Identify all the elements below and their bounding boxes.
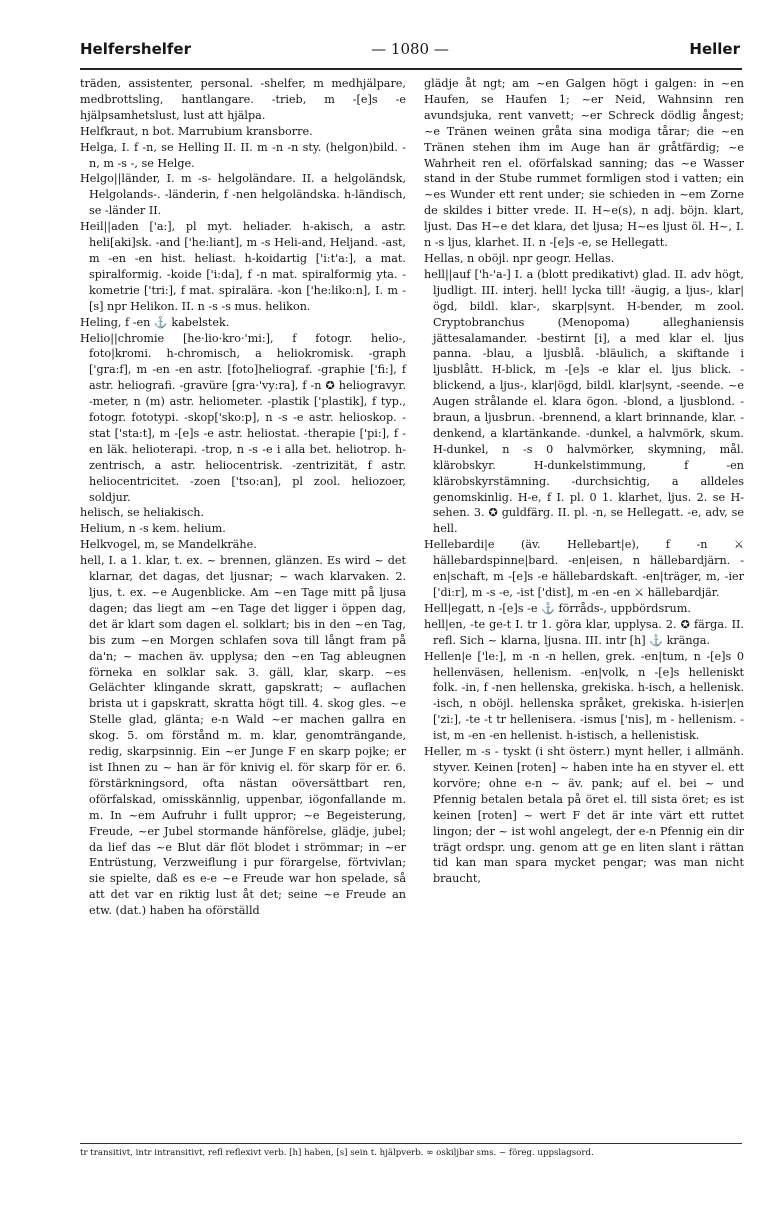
dictionary-entry: träden, assistenter, personal. -shelfer, m medhjälpare, medbrottsling, hantlangare. -trieb, m -[e]s -e hjälpsamhetslust, lust att hjälpa. — [80, 77, 406, 122]
left-column — [80, 76, 406, 919]
dictionary-entry: Hell|egatt, n -[e]s -e ⚓ förråds-, uppbördsrum. — [424, 601, 691, 615]
dictionary-entry: Hellebardi|e (äv. Hellebart|e), f -n ⚔ hällebardspinne|bard. -en|eisen, n hällebardjärn. -en|schaft, m -[e]s -e hällebardskaft. -en|träger, m, -ier ['di:r], m -s -e, -ist ['dist], m -en -en ⚔ hällebardjär. — [424, 538, 744, 599]
dictionary-entry: Hellas, n oböjl. npr geogr. Hellas. — [424, 251, 615, 265]
right-column — [424, 76, 744, 887]
right-guide-word: Heller — [689, 40, 740, 58]
left-guide-word: Helfershelfer — [80, 40, 191, 58]
dictionary-entry: glädje åt ngt; am ~en Galgen högt i galgen: in ~en Haufen, se Haufen 1; ~er Neid, Wahnsinn ren avundsjuka, rent vanvett; ~er Schreck dödlig ångest; ~e Tränen weinen gråta sina modiga tårar; die ~en Tränen stehen ihm im Auge han är gråtfärdig; ~e Wahrheit ren el. oförfalskad sanning; das ~e Wasser stand in der Stube rummet formligen stod i vatten; ein ~es Wunder ett rent under; sie schieden in ~em Zorne de skildes i bitter vrede. II. H~e(s), n adj. böjn. klart, ljust. Das H~e det klara, det ljusa; H~es ljust öl. H~, I. n -s ljus, klarhet. II. n -[e]s -e, se Hellegatt. — [424, 77, 744, 250]
dictionary-entry: Heller, m -s - tyskt (i sht österr.) mynt heller, i allmänh. styver. Keinen [roten] ~ haben inte ha en styver el. ett korvöre; ohne e-n ~ äv. pank; auf el. bei ~ und Pfennig betalen betala på öret el. till sista öret; es ist keinen [roten] ~ wert F det är inte värt ett ruttet lingon; der ~ ist wohl angelegt, der e-n Pfennig ein dir trägt ordspr. ung. genom att ge en liten slant i rättan tid kan man spara mycket pengar; was man nicht braucht, — [424, 745, 744, 886]
abbreviation-legend: tr transitivt, intr intransitivt, refl reflexivt verb. [h] haben, [s] sein t. hjälpverb. ∞ oskiljbar sms. ~ föreg. uppslagsord. — [80, 1148, 594, 1158]
dictionary-entry: Helfkraut, n bot. Marrubium kransborre. — [80, 124, 313, 138]
footer-rule — [80, 1143, 742, 1144]
dictionary-entry: hell, I. a 1. klar, t. ex. ~ brennen, glänzen. Es wird ~ det klarnar, det dagas, det ljusnar; ~ wach klarvaken. 2. ljus, t. ex. ~e Augenblicke. Am ~en Tage mitt på ljusa dagen; das liegt am ~en Tage det ligger i öppen dag, det är klart som dagen el. solklart; bis in den ~en Tag, bis zum ~en Morgen schlafen sova till långt fram på da'n; ~ machen äv. upplysa; den ~en Tag ableugnen förneka en solklar sak. 3. gäll, klar, skarp. ~es Gelächter klingande skratt, gapskratt; ~ auflachen brista ut i gapskratt, skratta högt till. 4. skog gles. ~e Stelle glad, glänta; e-n Wald ~er machen gallra en skog. 5. om förstånd m. m. klar, genomträngande, redig, skarpsinnig. Ein ~er Junge F en skarp pojke; er ist Ihnen zu ~ han är för knivig el. för skarp för er. 6. förstärkningsord, ofta nästan oöversättbart ren, oförfalskad, omisskännlig, uppenbar, iögonfallande m. m. In ~em Aufruhr i fullt uppror; ~e Begeisterung, Freude, ~er Jubel stormande hänförelse, glädje, jubel; da lief das ~e Blut där flöt blodet i strömmar; in ~er Entrüstung, Verzweiflung i pur förargelse, förtvivlan; sie spielte, daß es e-e ~e Freude war hon spelade, så att det var en riktig lust åt det; seine ~e Freude an etw. (dat.) haben ha oförställd — [80, 554, 406, 918]
dictionary-entry: Helga, I. f -n, se Helling II. II. m -n -n sty. (helgon)bild. -n, m -s -, se Helge. — [80, 140, 406, 170]
dictionary-entry: hell|en, -te ge-t I. tr 1. göra klar, upplysa. 2. ✪ färga. II. refl. Sich ~ klarna, ljusna. III. intr [h] ⚓ kränga. — [424, 617, 744, 647]
header-rule — [80, 68, 742, 70]
dictionary-entry: Helium, n -s kem. helium. — [80, 522, 226, 536]
dictionary-entry: Helkvogel, m, se Mandelkrähe. — [80, 538, 257, 552]
dictionary-entry: hell||auf ['h-'a-] I. a (blott predikativt) glad. II. adv högt, ljudligt. III. interj. hell! lycka till! -äugig, a ljus-, klar|ögd, bildl. klar-, skarp|synt. H-bender, m zool. Cryptobranchus (Menopoma) alleghaniensis jättesalamander. -bestirnt [i], a med klar el. ljus panna. -blau, a ljusblå. -bläulich, a skiftande i ljusblått. H-blick, m -[e]s -e klar el. ljus blick. -blickend, a ljus-, klar|ögd, bildl. klar|synt, -seende. ~e Augen strålande el. klara ögon. -blond, a ljusblond. -braun, a ljusbrun. -brennend, a klart brinnande, klar. -denkend, a klartänkande. -dunkel, a halvmörk, skum. H-dunkel, n -s 0 halvmörker, skymning, mål. klärobskyr. H-dunkelstimmung, f -en klärobskyrstämning. -durchsichtig, a alldeles genomskinlig. H-e, f I. pl. 0 1. klarhet, ljus. 2. se H-sehen. 3. ✪ guldfärg. II. pl. -n, se Hellegatt. -e, adv, se hell. — [424, 267, 744, 536]
dictionary-entry: Heil||aden ['a:], pl myt. heliader. h-akisch, a astr. heli[aki]sk. -and ['he:liant], m -s Heli-and, Heljand. -ast, m -en -en hist. heliast. h-koidartig ['i:t'a:], a mat. spiralformig. -koide ['i:da], f -n mat. spiralformig yta. -kometrie ['tri:], f mat. spiralära. -kon ['he:liko:n], I. m -[s] npr Helikon. II. n -s -s mus. helikon. — [80, 220, 406, 313]
dictionary-entry: Heling, f -en ⚓ kabelstek. — [80, 315, 230, 329]
page-header — [80, 40, 740, 66]
page-number: — 1080 — — [371, 40, 449, 58]
dictionary-entry: helisch, se heliakisch. — [80, 506, 205, 520]
dictionary-entry: Helio||chromie [he·lio·kro·'mi:], f fotogr. helio-, foto|kromi. h-chromisch, a heliokromisk. -graph ['gra:f], m -en -en astr. [foto]heliograf. -graphie ['fi:], f astr. heliografi. -gravüre [gra·'vy:ra], f -n ✪ heliogravyr. -meter, n (m) astr. heliometer. -plastik ['plastik], f typ., fotogr. fototypi. -skop['sko:p], n -s -e astr. helioskop. -stat ['sta:t], m -[e]s -e astr. heliostat. -therapie ['pi:], f -en läk. helioterapi. -trop, n -s -e i alla bet. heliotrop. h-zentrisch, a astr. heliocentrisk. -zentrizität, f astr. heliocentricitet. -zoen ['tso:an], pl zool. heliozoer, soldjur. — [80, 331, 406, 504]
dictionary-entry: Hellen|e ['le:], m -n -n hellen, grek. -en|tum, n -[e]s 0 hellenväsen, hellenism. -en|volk, n -[e]s helleniskt folk. -in, f -nen hellenska, grekiska. h-isch, a hellenisk. -isch, n oböjl. hellenska språket, grekiska. h-isier|en ['zi:], -te -t tr hellenisera. -ismus ['nis], m - hellenism. -ist, m -en -en hellenist. h-istisch, a hellenistisk. — [424, 649, 744, 743]
dictionary-entry: Helgo||länder, I. m -s- helgoländare. II. a helgoländsk, Helgolands-. -länderin, f -nen helgoländska. h-ländisch, se -länder II. — [80, 172, 406, 218]
